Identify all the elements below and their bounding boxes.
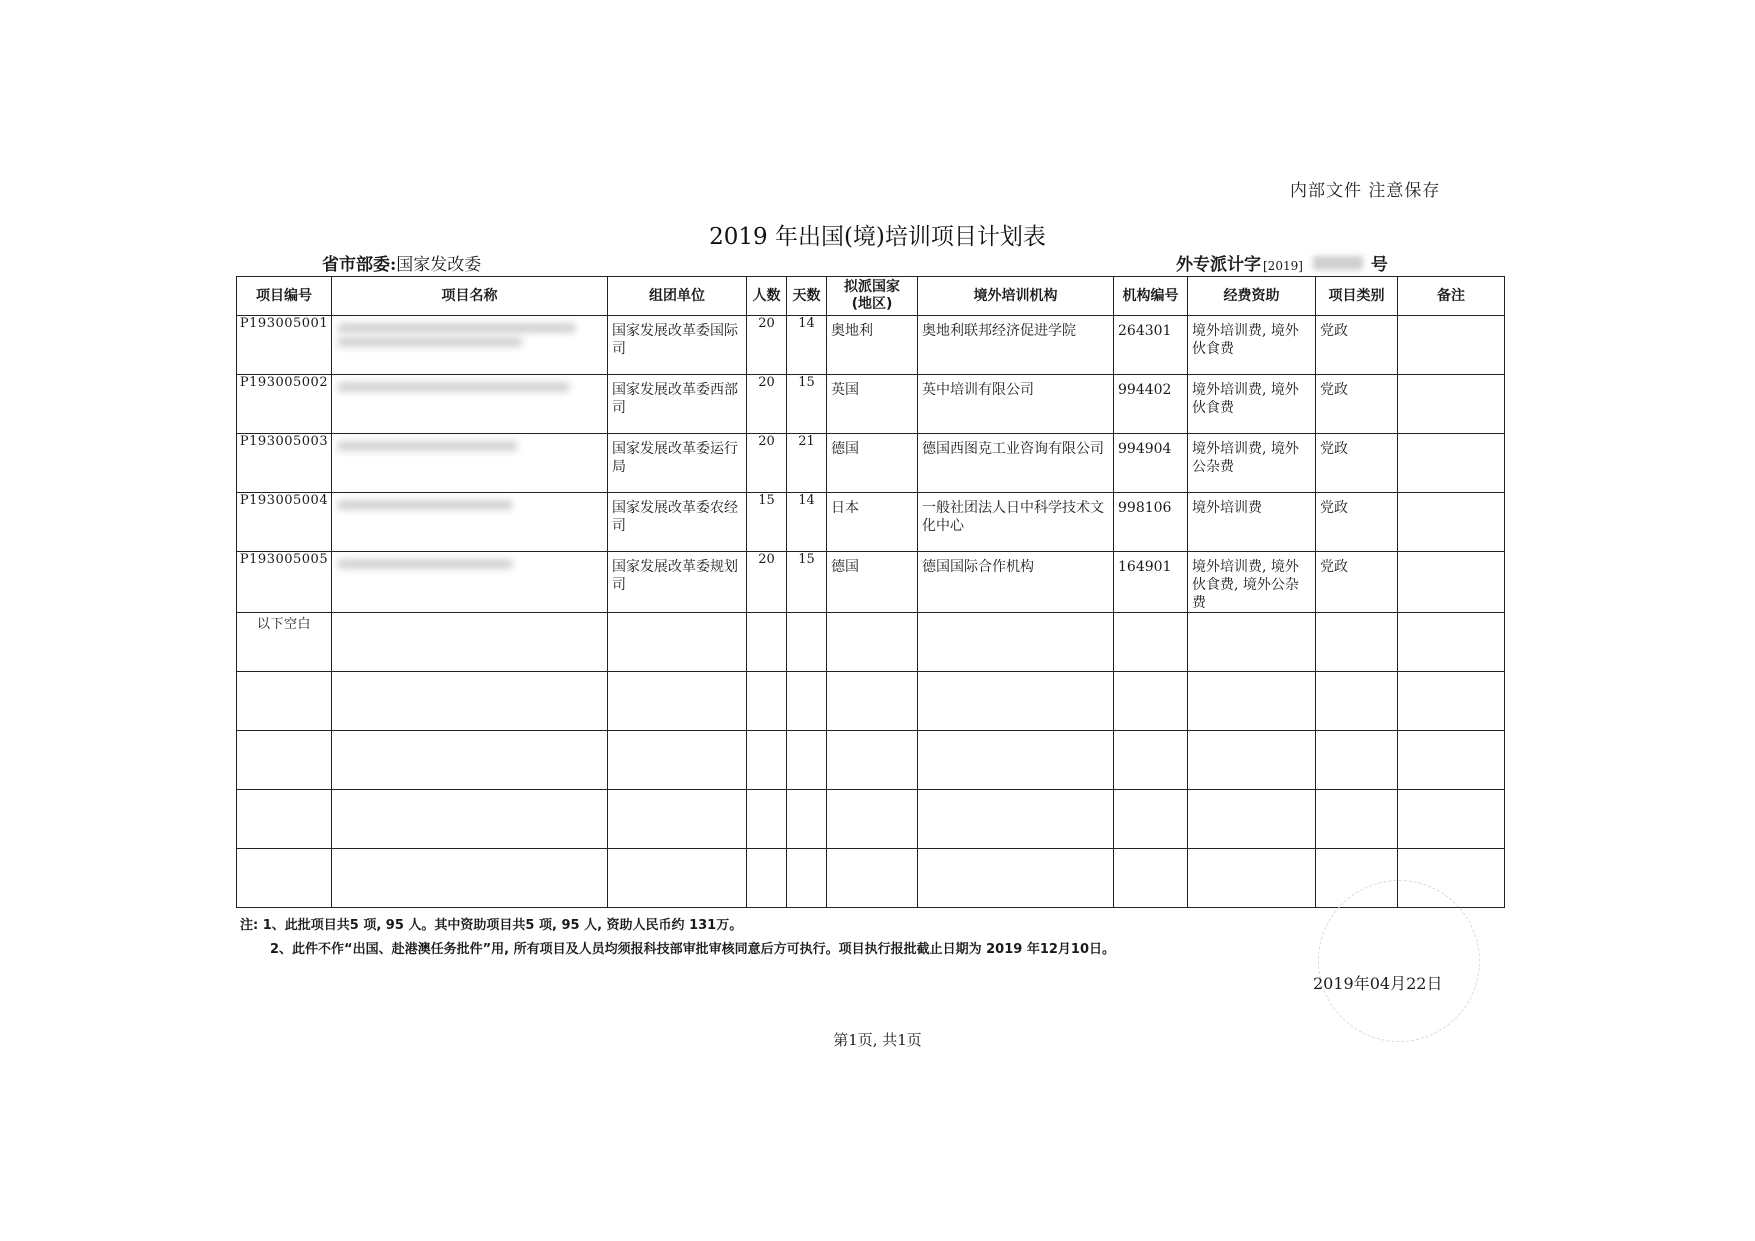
- redacted-number: [1313, 256, 1363, 270]
- cell-days: 14: [787, 493, 827, 552]
- header-people: 人数: [747, 277, 787, 316]
- cell-category: 党政: [1316, 493, 1398, 552]
- cell-inst-code: 164901: [1114, 552, 1188, 613]
- table-row: [237, 552, 1505, 613]
- cell-people: 20: [747, 552, 787, 613]
- cell-institution: 德国西图克工业咨询有限公司: [918, 434, 1114, 493]
- page-number: 第1页, 共1页: [833, 1031, 922, 1049]
- cell-funding: 境外培训费, 境外伙食费, 境外公杂费: [1188, 552, 1316, 613]
- header-institution: 境外培训机构: [918, 277, 1114, 316]
- empty-cell: [608, 790, 747, 849]
- empty-cell: [787, 849, 827, 908]
- cell-name-redacted: [332, 375, 608, 434]
- table-row: [237, 434, 1505, 493]
- cell-remarks: [1398, 552, 1505, 613]
- note-1: 注: 1、此批项目共5 项, 95 人。其中资助项目共5 项, 95 人, 资助人民币约 131万。: [240, 918, 743, 933]
- header-name: 项目名称: [332, 277, 608, 316]
- cell-country: 奥地利: [827, 316, 918, 375]
- empty-cell: [827, 849, 918, 908]
- cell-name-redacted: [332, 552, 608, 613]
- confidential-note: 内部文件 注意保存: [1290, 181, 1441, 201]
- empty-cell: [1188, 613, 1316, 672]
- cell-name-redacted: [332, 493, 608, 552]
- cell-code: P193005004: [237, 493, 332, 552]
- empty-cell: [747, 790, 787, 849]
- empty-cell: [332, 613, 608, 672]
- empty-cell: [1114, 613, 1188, 672]
- empty-cell: [1398, 790, 1505, 849]
- empty-cell: [332, 790, 608, 849]
- cell-category: 党政: [1316, 434, 1398, 493]
- empty-cell: [1316, 613, 1398, 672]
- department-label: 省市部委:: [322, 255, 397, 275]
- empty-cell: [608, 849, 747, 908]
- header-inst-code: 机构编号: [1114, 277, 1188, 316]
- document-number: [1176, 250, 1388, 275]
- cell-funding: 境外培训费, 境外公杂费: [1188, 434, 1316, 493]
- cell-days: 15: [787, 552, 827, 613]
- cell-remarks: [1398, 434, 1505, 493]
- header-days: 天数: [787, 277, 827, 316]
- cell-people: 20: [747, 434, 787, 493]
- empty-cell: [827, 790, 918, 849]
- cell-country: 德国: [827, 552, 918, 613]
- empty-cell: [608, 731, 747, 790]
- cell-remarks: [1398, 375, 1505, 434]
- empty-cell: [1114, 731, 1188, 790]
- cell-people: 15: [747, 493, 787, 552]
- empty-cell: [1316, 790, 1398, 849]
- cell-days: 14: [787, 316, 827, 375]
- table-row-blank-marker: [237, 613, 1505, 672]
- department-value: 国家发改委: [396, 255, 482, 275]
- header-country: 拟派国家 (地区): [827, 277, 918, 316]
- cell-funding: 境外培训费: [1188, 493, 1316, 552]
- empty-cell: [747, 731, 787, 790]
- empty-cell: [747, 613, 787, 672]
- cell-name-redacted: [332, 316, 608, 375]
- table-row-empty: [237, 849, 1505, 908]
- cell-people: 20: [747, 375, 787, 434]
- table-row: [237, 375, 1505, 434]
- empty-cell: [918, 613, 1114, 672]
- empty-cell: [1316, 731, 1398, 790]
- faded-seal: [1318, 880, 1480, 1042]
- cell-remarks: [1398, 316, 1505, 375]
- department-line: [322, 250, 481, 275]
- header-funding: 经费资助: [1188, 277, 1316, 316]
- cell-funding: 境外培训费, 境外伙食费: [1188, 316, 1316, 375]
- header-unit: 组团单位: [608, 277, 747, 316]
- empty-cell: [1188, 849, 1316, 908]
- cell-institution: 英中培训有限公司: [918, 375, 1114, 434]
- empty-cell: [237, 849, 332, 908]
- blank-marker: 以下空白: [237, 613, 332, 672]
- empty-cell: [237, 731, 332, 790]
- cell-unit: 国家发展改革委西部司: [608, 375, 747, 434]
- empty-cell: [747, 849, 787, 908]
- document-title: 2019 年出国(境)培训项目计划表: [709, 224, 1046, 250]
- note-2: 2、此件不作“出国、赴港澳任务批件”用, 所有项目及人员均须报科技部审批审核同意后方可执行。项目执行报批截止日期为 2019 年12月10日。: [270, 942, 1116, 957]
- cell-people: 20: [747, 316, 787, 375]
- empty-cell: [332, 672, 608, 731]
- empty-cell: [237, 790, 332, 849]
- cell-unit: 国家发展改革委运行局: [608, 434, 747, 493]
- cell-code: P193005002: [237, 375, 332, 434]
- cell-days: 15: [787, 375, 827, 434]
- cell-institution: 奥地利联邦经济促进学院: [918, 316, 1114, 375]
- plan-table: [236, 276, 1505, 908]
- header-row: [237, 277, 1505, 316]
- empty-cell: [747, 672, 787, 731]
- table-row: [237, 493, 1505, 552]
- empty-cell: [608, 613, 747, 672]
- empty-cell: [1114, 790, 1188, 849]
- empty-cell: [1114, 672, 1188, 731]
- cell-inst-code: 998106: [1114, 493, 1188, 552]
- empty-cell: [827, 672, 918, 731]
- cell-code: P193005005: [237, 552, 332, 613]
- doc-number-label: 外专派计字: [1176, 255, 1261, 275]
- cell-inst-code: 994904: [1114, 434, 1188, 493]
- table-row-empty: [237, 672, 1505, 731]
- empty-cell: [827, 613, 918, 672]
- cell-inst-code: 264301: [1114, 316, 1188, 375]
- cell-remarks: [1398, 493, 1505, 552]
- empty-cell: [827, 731, 918, 790]
- cell-country: 德国: [827, 434, 918, 493]
- doc-number-year: [2019]: [1263, 259, 1303, 273]
- cell-name-redacted: [332, 434, 608, 493]
- cell-unit: 国家发展改革委国际司: [608, 316, 747, 375]
- empty-cell: [1188, 731, 1316, 790]
- empty-cell: [1188, 790, 1316, 849]
- cell-institution: 一般社团法人日中科学技术文化中心: [918, 493, 1114, 552]
- notes: [240, 914, 1115, 962]
- table-row: [237, 316, 1505, 375]
- empty-cell: [1398, 731, 1505, 790]
- empty-cell: [332, 849, 608, 908]
- empty-cell: [1398, 613, 1505, 672]
- cell-code: P193005001: [237, 316, 332, 375]
- cell-country: 日本: [827, 493, 918, 552]
- table-row-empty: [237, 731, 1505, 790]
- empty-cell: [1316, 672, 1398, 731]
- cell-unit: 国家发展改革委农经司: [608, 493, 747, 552]
- header-category: 项目类别: [1316, 277, 1398, 316]
- empty-cell: [787, 613, 827, 672]
- empty-cell: [787, 790, 827, 849]
- table-row-empty: [237, 790, 1505, 849]
- cell-days: 21: [787, 434, 827, 493]
- header-remarks: 备注: [1398, 277, 1505, 316]
- empty-cell: [608, 672, 747, 731]
- empty-cell: [787, 672, 827, 731]
- empty-cell: [918, 790, 1114, 849]
- cell-code: P193005003: [237, 434, 332, 493]
- empty-cell: [332, 731, 608, 790]
- empty-cell: [1398, 672, 1505, 731]
- cell-inst-code: 994402: [1114, 375, 1188, 434]
- empty-cell: [918, 731, 1114, 790]
- cell-country: 英国: [827, 375, 918, 434]
- cell-funding: 境外培训费, 境外伙食费: [1188, 375, 1316, 434]
- cell-institution: 德国国际合作机构: [918, 552, 1114, 613]
- empty-cell: [918, 849, 1114, 908]
- cell-category: 党政: [1316, 316, 1398, 375]
- header-code: 项目编号: [237, 277, 332, 316]
- empty-cell: [1114, 849, 1188, 908]
- empty-cell: [918, 672, 1114, 731]
- empty-cell: [1188, 672, 1316, 731]
- cell-unit: 国家发展改革委规划司: [608, 552, 747, 613]
- empty-cell: [237, 672, 332, 731]
- sign-date: 2019年04月22日: [1313, 974, 1443, 993]
- doc-number-suffix: 号: [1370, 255, 1388, 275]
- cell-category: 党政: [1316, 375, 1398, 434]
- empty-cell: [787, 731, 827, 790]
- cell-category: 党政: [1316, 552, 1398, 613]
